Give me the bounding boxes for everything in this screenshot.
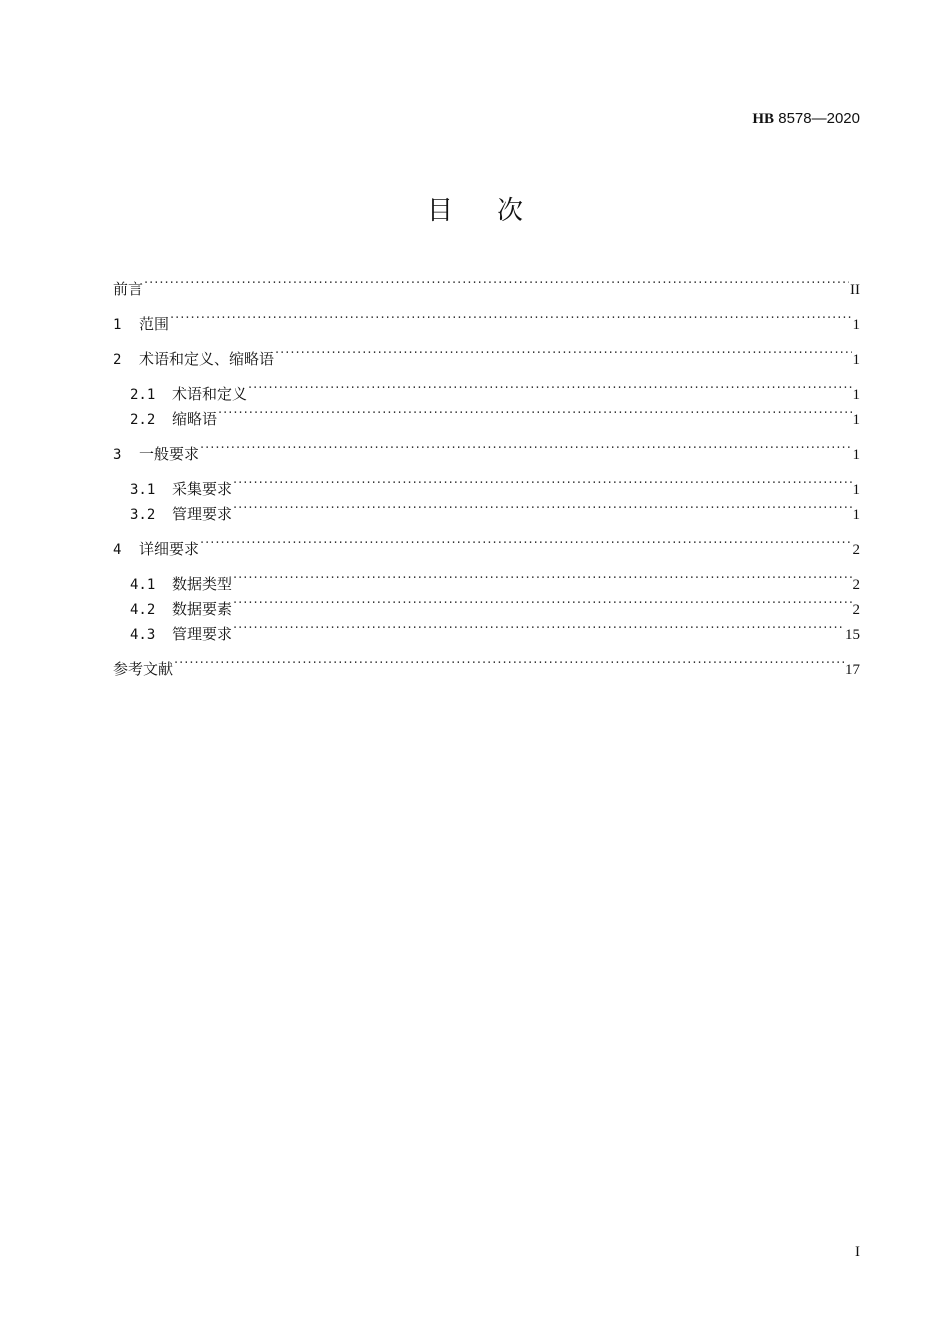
toc-entry-number: 3.2 xyxy=(130,507,156,523)
toc-entry[interactable] xyxy=(113,439,860,465)
toc-entry-label: 采集要求 xyxy=(172,480,233,498)
toc-entry-number: 2 xyxy=(113,352,122,368)
page-title: 目次 xyxy=(426,196,567,226)
toc-entry-page: 1 xyxy=(852,412,860,428)
toc-entry-label: 前言 xyxy=(113,280,144,298)
toc-entry[interactable] xyxy=(130,474,860,500)
toc-entry-number: 4 xyxy=(113,542,122,558)
toc-leader-dots xyxy=(170,309,851,329)
toc-entry-page: 1 xyxy=(852,317,860,333)
toc-leader-dots xyxy=(275,344,851,364)
toc-entry[interactable] xyxy=(113,534,860,560)
toc-entry-page: 15 xyxy=(845,627,860,643)
toc-leader-dots xyxy=(233,569,851,589)
toc-leader-dots xyxy=(200,439,851,459)
toc-entry-page: 2 xyxy=(852,602,860,618)
toc-entry-page: 17 xyxy=(845,662,860,678)
toc-entry-number: 2.2 xyxy=(130,412,156,428)
toc-leader-dots xyxy=(233,619,844,639)
toc-entry-label: 一般要求 xyxy=(139,445,200,463)
toc-entry-number: 4.3 xyxy=(130,627,156,643)
standard-code xyxy=(752,110,860,128)
toc-entry-page: 1 xyxy=(852,387,860,403)
toc-entry-page: 1 xyxy=(852,482,860,498)
toc-entry[interactable] xyxy=(130,499,860,525)
toc-entry-label: 缩略语 xyxy=(172,410,218,428)
toc-entry-number: 3.1 xyxy=(130,482,156,498)
toc-entry[interactable] xyxy=(130,619,860,645)
toc-entry-number: 4.1 xyxy=(130,577,156,593)
toc-entry-label: 管理要求 xyxy=(172,625,233,643)
toc-entry[interactable] xyxy=(130,404,860,430)
standard-code-prefix: HB xyxy=(752,111,775,127)
toc-entry-page: 2 xyxy=(852,577,860,593)
toc-leader-dots xyxy=(248,379,851,399)
toc-entry-label: 数据类型 xyxy=(172,575,233,593)
toc-leader-dots xyxy=(144,274,849,294)
toc-entry[interactable] xyxy=(130,569,860,595)
toc-entry-page: 1 xyxy=(852,352,860,368)
toc-leader-dots xyxy=(233,594,851,614)
toc-leader-dots xyxy=(174,654,844,674)
toc-entry-label: 管理要求 xyxy=(172,505,233,523)
footer-page-number: I xyxy=(855,1244,860,1260)
toc-entry-label: 数据要素 xyxy=(172,600,233,618)
toc-leader-dots xyxy=(233,499,851,519)
toc-entry[interactable] xyxy=(130,594,860,620)
toc-entry-label: 参考文献 xyxy=(113,660,174,678)
toc-entry[interactable] xyxy=(113,654,860,680)
toc-entry[interactable] xyxy=(113,344,860,370)
toc-entry[interactable] xyxy=(113,309,860,335)
toc-leader-dots xyxy=(218,404,851,424)
toc-leader-dots xyxy=(233,474,851,494)
standard-code-number: 8578—2020 xyxy=(778,110,860,127)
toc-entry-label: 范围 xyxy=(139,315,170,333)
toc-entry-number: 4.2 xyxy=(130,602,156,618)
toc-entry-number: 1 xyxy=(113,317,122,333)
toc-entry-page: 1 xyxy=(852,447,860,463)
toc-entry-label: 术语和定义 xyxy=(172,385,248,403)
toc-entry[interactable] xyxy=(130,379,860,405)
toc-entry[interactable] xyxy=(113,274,860,300)
toc-entry-page: II xyxy=(850,282,860,298)
toc-entry-page: 1 xyxy=(852,507,860,523)
toc-entry-number: 2.1 xyxy=(130,387,156,403)
toc-entry-number: 3 xyxy=(113,447,122,463)
toc-entry-page: 2 xyxy=(852,542,860,558)
toc-entry-label: 详细要求 xyxy=(139,540,200,558)
toc-entry-label: 术语和定义、缩略语 xyxy=(139,350,275,368)
toc-leader-dots xyxy=(200,534,851,554)
